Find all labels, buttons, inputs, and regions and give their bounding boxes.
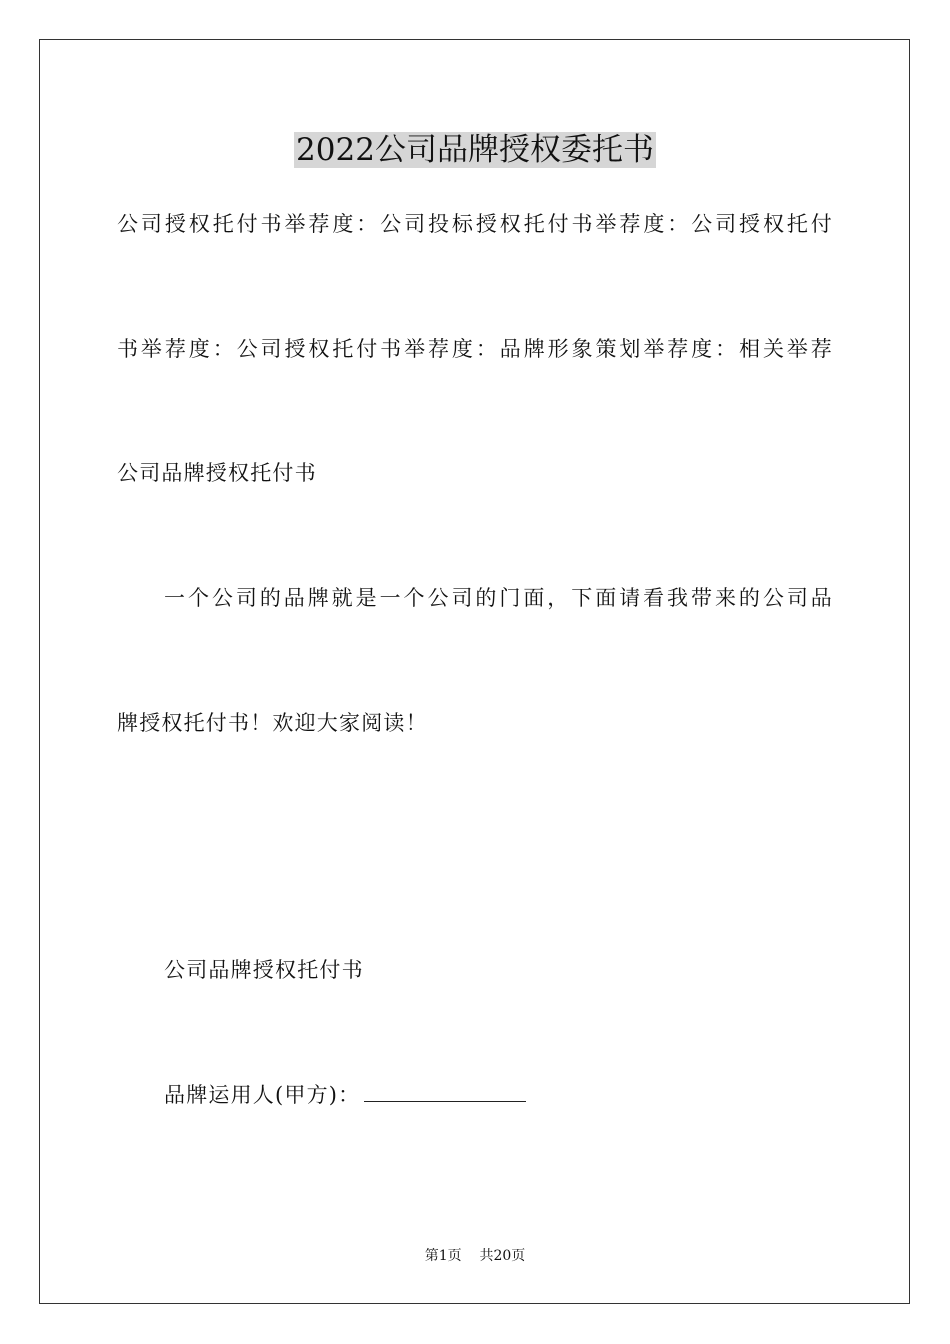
- paragraph-line-3: 公司品牌授权托付书: [117, 461, 317, 485]
- paragraph-line-1: 公司授权托付书举荐度：公司投标授权托付书举荐度：公司授权托付: [117, 212, 833, 236]
- paragraph-line-7: [164, 1080, 833, 1110]
- fill-in-blank: [364, 1100, 526, 1102]
- paragraph-line-4: 一个公司的品牌就是一个公司的门面，下面请看我带来的公司品: [164, 586, 833, 610]
- page-footer: 第1页 共20页: [424, 1248, 526, 1264]
- title-text: 2022公司品牌授权委托书: [296, 132, 654, 168]
- paragraph-line-6: 公司品牌授权托付书: [164, 958, 364, 982]
- document-title: [0, 128, 950, 172]
- paragraph-line-5: 牌授权托付书！欢迎大家阅读！: [117, 711, 428, 735]
- paragraph-line-2: 书举荐度：公司授权托付书举荐度：品牌形象策划举荐度：相关举荐: [117, 337, 833, 361]
- brand-user-label: 品牌运用人(甲方)：: [164, 1083, 361, 1107]
